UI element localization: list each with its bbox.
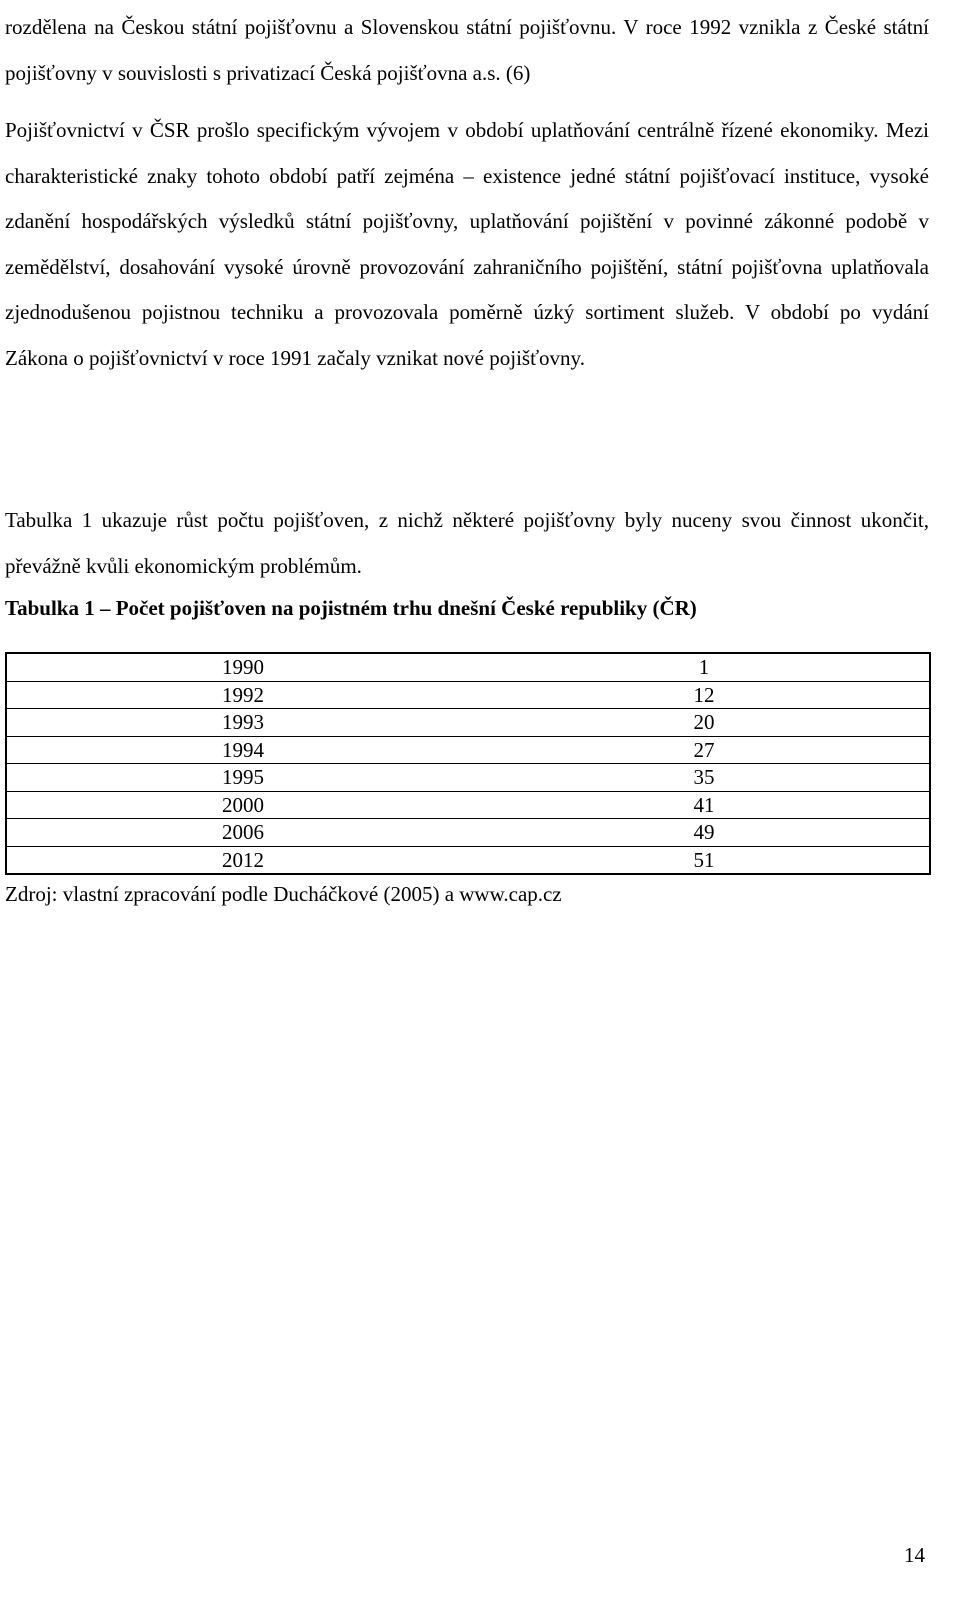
paragraph-centrally-planned-economy: Pojišťovnictví v ČSR prošlo specifickým vývojem v období uplatňování centrálně řízené ekonomiky. Mezi charakteristické znaky tohoto období patří zejména – existence jedné státní pojišťovací instituce, vysoké zdanění hospodářských výsledků státní pojišťovny, uplatňování pojištění v povinné zákonné podobě v zemědělství, dosahování vysoké úrovně provozování zahraničního pojištění, státní pojišťovna uplatňovala zjednodušenou pojistnou techniku a provozovala poměrně úzký sortiment služeb. V období po vydání Zákona o pojišťovnictví v roce 1991 začaly vznikat nové pojišťovny.: [5, 118, 929, 370]
paragraph-history: rozdělena na Českou státní pojišťovnu a Slovenskou státní pojišťovnu. V roce 1992 vznikla z České státní pojišťovny v souvislosti s privatizací Česká pojišťovna a.s. (6): [5, 15, 929, 85]
year-cell: 1993: [6, 709, 479, 737]
table-title: Tabulka 1 – Počet pojišťoven na pojistném trhu dnešní České republiky (ČR): [5, 596, 697, 620]
table-row: [6, 791, 930, 819]
table-row: [6, 653, 930, 681]
paragraph-table-intro: Tabulka 1 ukazuje růst počtu pojišťoven, z nichž některé pojišťovny byly nuceny svou činnost ukončit, převážně kvůli ekonomickým problémům.: [5, 508, 929, 578]
year-cell: 2012: [6, 846, 479, 874]
count-cell: 51: [479, 846, 930, 874]
table-row: [6, 681, 930, 709]
insurers-count-table: [5, 652, 931, 875]
table-row: [6, 736, 930, 764]
table-row: [6, 846, 930, 874]
count-cell: 49: [479, 819, 930, 847]
year-cell: 2000: [6, 791, 479, 819]
count-cell: 41: [479, 791, 930, 819]
table-source: Zdroj: vlastní zpracování podle Ducháčkové (2005) a www.cap.cz: [5, 882, 562, 906]
count-cell: 20: [479, 709, 930, 737]
year-cell: 2006: [6, 819, 479, 847]
year-cell: 1990: [6, 653, 479, 681]
page-number: 14: [904, 1543, 925, 1567]
count-cell: 27: [479, 736, 930, 764]
count-cell: 35: [479, 764, 930, 792]
year-cell: 1992: [6, 681, 479, 709]
year-cell: 1994: [6, 736, 479, 764]
table-row: [6, 819, 930, 847]
count-cell: 1: [479, 653, 930, 681]
table-row: [6, 764, 930, 792]
year-cell: 1995: [6, 764, 479, 792]
table-row: [6, 709, 930, 737]
count-cell: 12: [479, 681, 930, 709]
